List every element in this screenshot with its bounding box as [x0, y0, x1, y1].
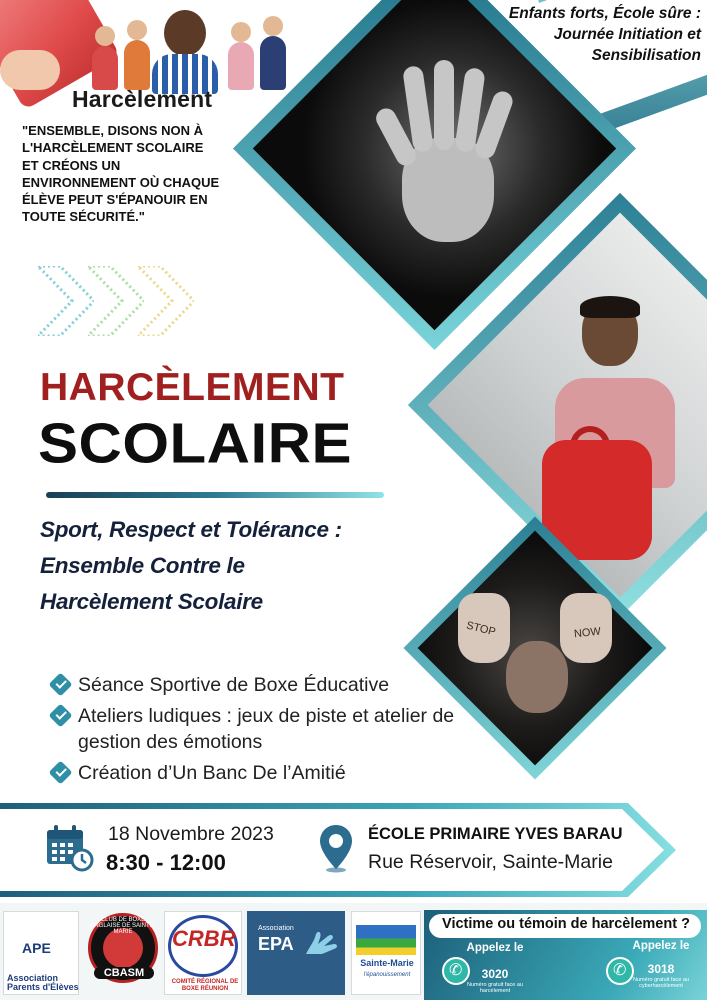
event-school: ÉCOLE PRIMAIRE YVES BARAU [368, 825, 623, 843]
list-item [52, 761, 472, 786]
title-scolaire: SCOLAIRE [38, 410, 353, 475]
stop-word: STOP [464, 619, 497, 639]
activity-label: Ateliers ludiques : jeux de piste et atelier de gestion des émotions [78, 705, 455, 753]
list-item [52, 704, 472, 755]
hand-icon [302, 928, 340, 958]
cbasm-arc-text: CLUB DE BOXE ANGLAISE DE SAINTE-MARIE [90, 917, 156, 935]
cbasm-name: CBASM [94, 967, 154, 979]
activities-list [52, 673, 472, 792]
chevron-right-icon [38, 266, 94, 336]
title-underline [46, 492, 384, 498]
epa-assoc-label: Association [258, 925, 294, 932]
ape-subtitle: Association Parents d'Élèves [7, 973, 79, 993]
check-icon [48, 704, 72, 728]
event-address: Rue Réservoir, Sainte-Marie [368, 851, 613, 873]
call-label-3018: Appelez le [632, 940, 690, 952]
sainte-marie-emblem [356, 925, 416, 955]
phone-number-3018-caption: Numéro gratuit face au cyberharcèlement [633, 977, 689, 990]
list-item [52, 673, 472, 698]
crbr-name: CRBR [172, 926, 236, 951]
check-icon [48, 672, 72, 696]
activity-label: Séance Sportive de Boxe Éducative [78, 674, 390, 696]
student-illustration [560, 300, 707, 590]
check-icon [48, 761, 72, 785]
header-harcelement-label: Harcèlement [72, 86, 213, 112]
stop-now-illustration [448, 585, 623, 725]
event-date: 18 Novembre 2023 [108, 823, 274, 845]
children-group-illustration [90, 6, 300, 90]
event-time: 8:30 - 12:00 [106, 850, 226, 875]
sainte-marie-tagline: l'épanouissement [363, 972, 411, 978]
chevron-right-icon [138, 266, 194, 336]
chevron-arrows-decoration [38, 266, 218, 336]
call-label-3020: Appelez le [466, 942, 524, 954]
calendar-icon [44, 822, 94, 872]
ape-title: APE [22, 940, 51, 956]
map-pin-icon [318, 823, 354, 873]
quote-text: "ENSEMBLE, DISONS NON À L'HARCÈLEMENT SCOLAIRE ET CRÉONS UN ENVIRONNEMENT OÙ CHAQUE ÉLÈVE PEUT S'ÉPANOUIR EN TOUTE SÉCURITÉ." [22, 123, 220, 225]
phone-number-3020-caption: Numéro gratuit face au harcèlement [467, 982, 523, 995]
crbr-subtitle: COMITÉ RÉGIONAL DE BOXE RÉUNION [171, 979, 239, 992]
subtitle: Sport, Respect et Tolérance : Ensemble Contre le Harcèlement Scolaire [40, 517, 342, 614]
hand-holding-eraser [0, 50, 60, 90]
chevron-right-icon [88, 266, 144, 336]
raised-hand-illustration [380, 60, 510, 250]
now-word: NOW [573, 625, 602, 641]
phone-number-3020[interactable]: 3020 [481, 967, 509, 981]
phone-number-3018[interactable]: 3018 [647, 962, 675, 976]
epa-name: EPA [258, 934, 294, 954]
event-slogan: Enfants forts, École sûre : Journée Initiation et Sensibilisation [508, 5, 701, 64]
help-question: Victime ou témoin de harcèlement ? [442, 916, 690, 932]
sainte-marie-name: Sainte-Marie [360, 958, 414, 968]
title-harcelement: HARCÈLEMENT [40, 366, 345, 409]
activity-label: Création d’Un Banc De l’Amitié [78, 762, 346, 785]
